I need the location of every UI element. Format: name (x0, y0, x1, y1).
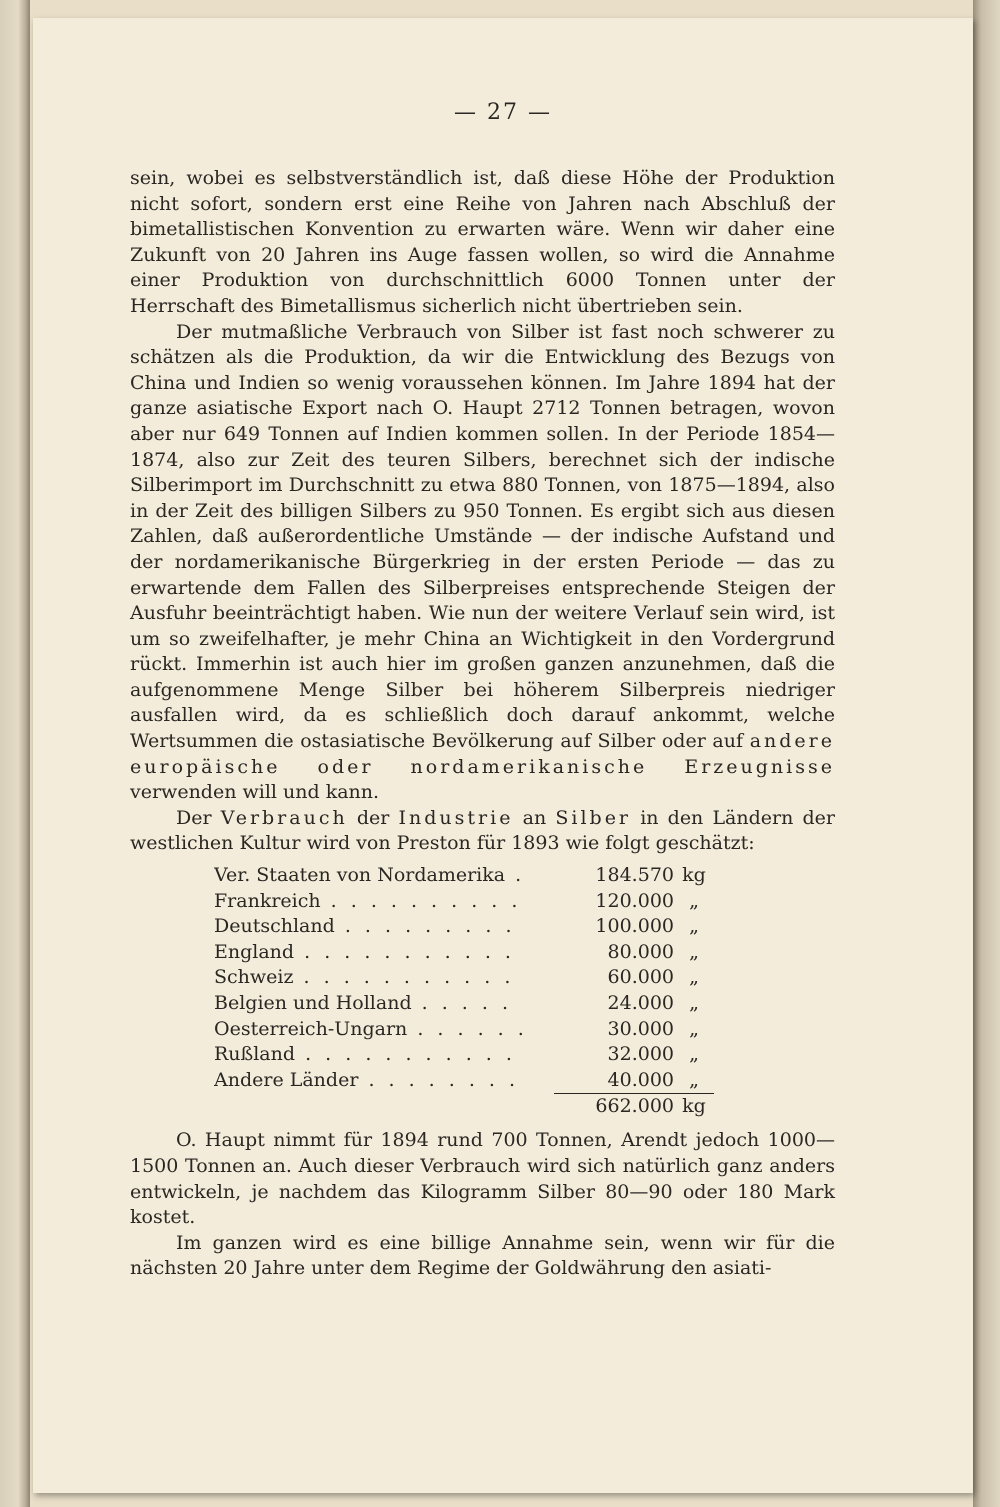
amount: 60.000 (607, 966, 674, 989)
amount: 40.000 (607, 1068, 674, 1091)
total-unit: kg (682, 1095, 706, 1118)
table-row (214, 914, 714, 940)
country-name: England (214, 940, 295, 963)
paragraph-1: sein, wobei es selbstverständlich ist, daß diese Höhe der Produktion nicht sofort, sondern erst eine Reihe von Jahren nach Abschluß der bimetallistischen Konvention zu erwarten wäre. Wenn wir daher eine Zukunft von 20 Jahren ins Auge fassen wollen, so wird die Annahme einer Produktion von durchschnittlich 6000 Tonnen unter der Herrschaft des Bimetallismus sicherlich nicht übertrieben sein. (130, 167, 835, 317)
unit: „ (689, 992, 699, 1014)
country-name: Oesterreich-Ungarn (214, 1017, 408, 1040)
leader-dots: . . . . . . . . . . . (293, 966, 515, 989)
leader-dots: . . . . . . . . . . . (295, 1043, 516, 1066)
country-name: Deutschland (214, 915, 335, 938)
p3-spaced-1: Verbrauch (220, 806, 348, 829)
p3-lead: Der (176, 806, 212, 829)
leader-dots: . . . . . . (407, 1017, 528, 1040)
unit: „ (689, 915, 699, 938)
p3-mid-2: an (522, 806, 547, 829)
country-name: Frankreich (214, 889, 321, 912)
table-row (214, 991, 714, 1017)
table-row (214, 863, 714, 889)
p3-rest: in den Ländern der westlichen Kultur wird von Preston für 1893 wie folgt geschätzt: (130, 806, 835, 855)
unit: „ (689, 1017, 699, 1040)
paragraph-2 (130, 320, 835, 806)
paragraph-5: Im ganzen wird es eine billige Annahme sein, wenn wir für die nächsten 20 Jahre unter dem Regime der Goldwährung den asiati- (130, 1231, 835, 1280)
book-page (33, 18, 973, 1493)
table-row (214, 965, 714, 991)
leader-dots: . . . . . . . . . . . (294, 940, 515, 963)
amount: 100.000 (595, 915, 674, 938)
paragraph-2-end: verwenden will und kann. (130, 781, 380, 804)
table-row (214, 1042, 714, 1068)
p3-spaced-3: Silber (555, 806, 632, 829)
consumption-table (214, 863, 714, 1122)
leader-dots: . . . . . . . . . . (320, 889, 522, 912)
leader-dots: . . . . . . . . (358, 1068, 520, 1091)
amount: 120.000 (595, 889, 674, 912)
amount: 184.570 (595, 864, 674, 887)
book-binding (0, 0, 30, 1507)
unit: kg (682, 864, 706, 887)
leader-dots: . (505, 864, 526, 887)
country-name: Rußland (214, 1043, 296, 1066)
paragraph-3 (130, 806, 835, 857)
leader-dots: . . . . . . . . . (334, 915, 516, 938)
unit: „ (689, 889, 699, 912)
p3-spaced-2: Industrie (398, 806, 514, 829)
total-row (214, 1094, 714, 1122)
amount: 32.000 (607, 1043, 674, 1066)
total-amount: 662.000 (595, 1095, 674, 1118)
table-row (214, 940, 714, 966)
leader-dots: . . . . . (411, 992, 513, 1014)
unit: „ (689, 1068, 699, 1091)
paragraph-2-main: Der mutmaßliche Verbrauch von Silber ist fast noch schwerer zu schätzen als die Produktion, da wir die Entwicklung des Bezugs von China und Indien so wenig voraussehen können. Im Jahre 1894 hat der ganze asiatische Export nach O. Haupt 2712 Tonnen betragen, wovon aber nur 649 Tonnen auf Indien kommen sollen. In der Periode 1854—1874, also zur Zeit des teuren Silbers, berechnet sich der indische Silberimport im Durchschnitt zu etwa 880 Tonnen, von 1875—1894, also in der Zeit des billigen Silbers zu 950 Tonnen. Es ergibt sich aus diesen Zahlen, daß außerordentliche Umstände — der indische Aufstand und der nordamerikanische Bürgerkrieg in der ersten Periode — das zu erwartende dem Fallen des Silberpreises entsprechende Steigen der Ausfuhr beeinträchtigt haben. Wie nun der weitere Verlauf sein wird, ist um so zweifelhafter, je mehr China an Wichtigkeit in den Vordergrund rückt. Immerhin ist auch hier im großen ganzen anzunehmen, daß die aufgenommene Menge Silber bei höherem Silberpreis niedriger ausfallen wird, da es schließlich doch darauf ankommt, welche Wertsummen die ostasiatische Bevölkerung auf Silber oder auf (130, 320, 835, 753)
amount: 24.000 (607, 992, 674, 1014)
country-name: Andere Länder (214, 1068, 359, 1091)
book-edge (973, 0, 1000, 1507)
country-name: Schweiz (214, 966, 294, 989)
country-name: Ver. Staaten von Nordamerika (214, 864, 506, 887)
p3-mid-1: der (356, 806, 390, 829)
unit: „ (689, 940, 699, 963)
amount: 80.000 (607, 940, 674, 963)
page-text (130, 166, 835, 1282)
table-row (214, 1068, 714, 1094)
paragraph-4: O. Haupt nimmt für 1894 rund 700 Tonnen, Arendt jedoch 1000—1500 Tonnen an. Auch dieser Verbrauch wird sich natürlich ganz anders entwickeln, je nachdem das Kilogramm Silber 80—90 oder 180 Mark kostet. (130, 1129, 835, 1229)
amount: 30.000 (607, 1017, 674, 1040)
page-number: — 27 — (454, 100, 552, 125)
table-row (214, 1017, 714, 1043)
table-row (214, 889, 714, 915)
unit: „ (689, 966, 699, 989)
unit: „ (689, 1043, 699, 1066)
paragraph-2-spaced: andere europäische oder nordamerikanische Erzeugnisse (130, 730, 836, 778)
country-name: Belgien und Holland (214, 992, 412, 1014)
